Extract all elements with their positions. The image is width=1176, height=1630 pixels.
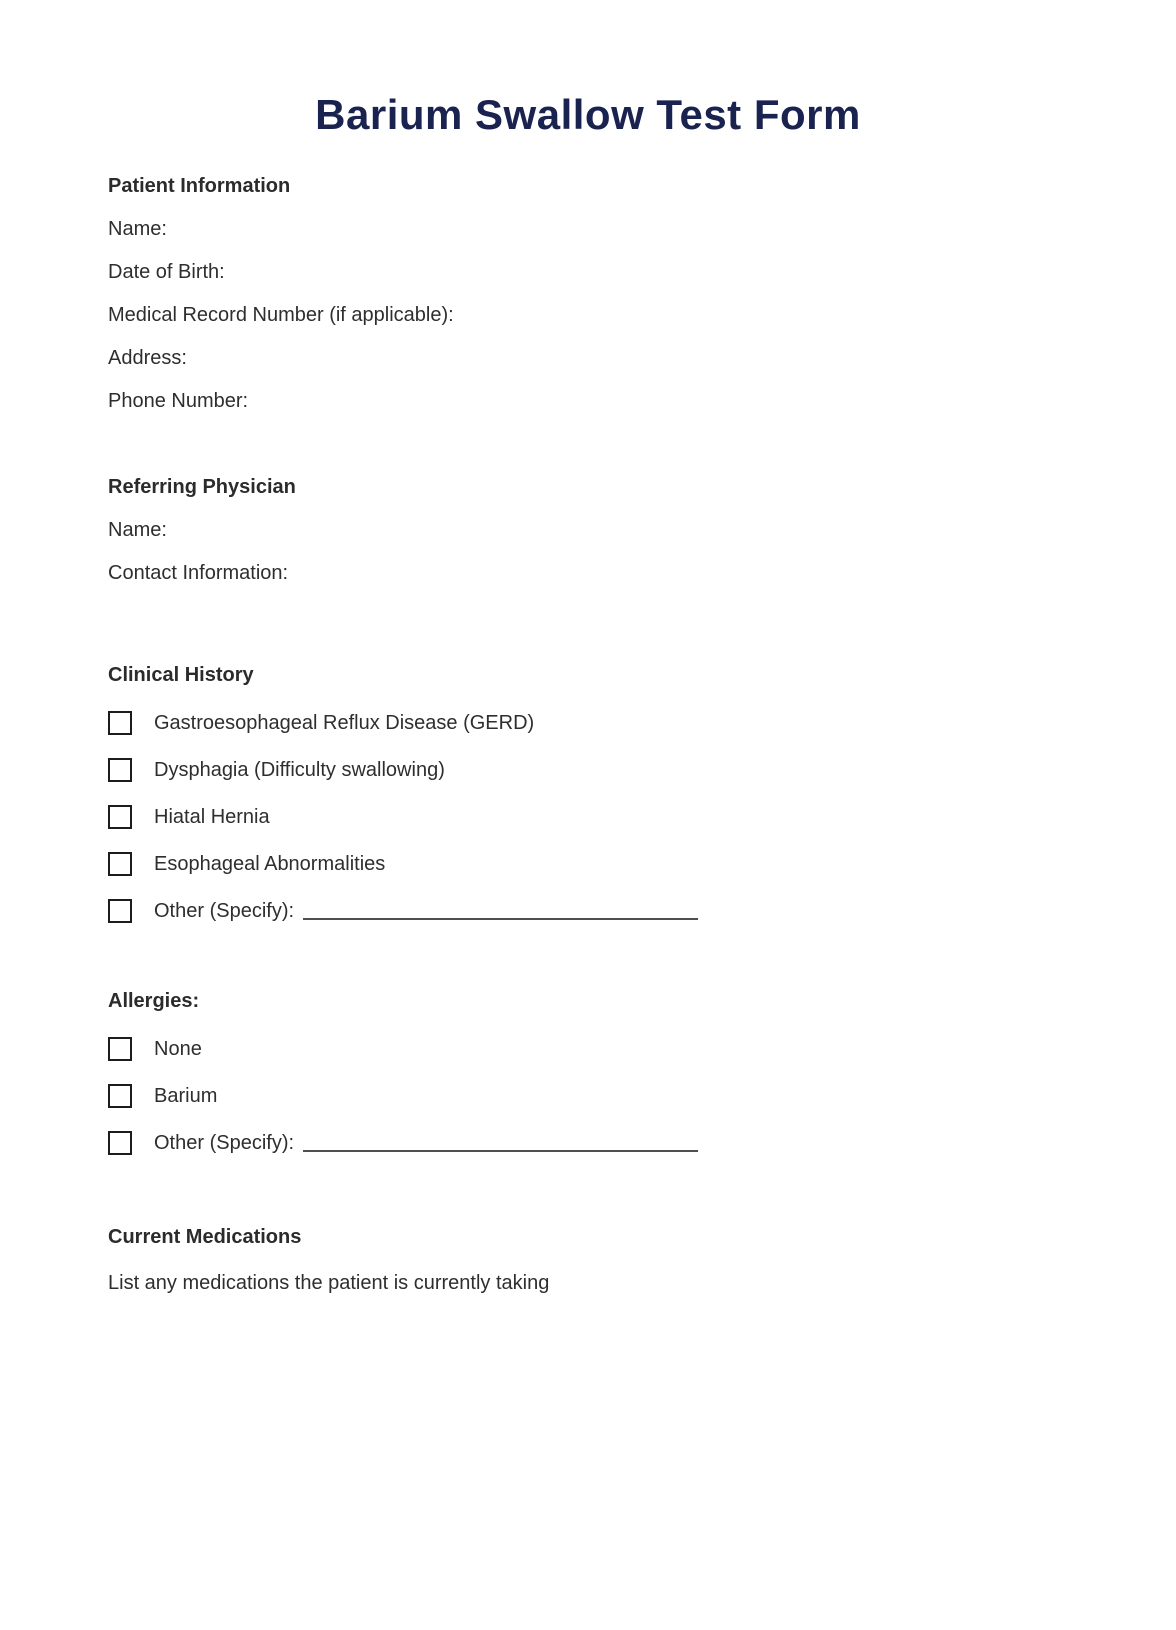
allergy-other-checkbox[interactable] <box>108 1131 132 1155</box>
hiatal-hernia-label: Hiatal Hernia <box>154 806 270 829</box>
medications-instruction: List any medications the patient is currently taking <box>108 1272 550 1295</box>
field-physician-contact: Contact Information: <box>108 562 289 585</box>
allergies-heading: Allergies: <box>108 990 200 1013</box>
hiatal-hernia-checkbox[interactable] <box>108 805 132 829</box>
checkbox-row-barium <box>108 1084 1068 1108</box>
checkbox-row-none <box>108 1037 1068 1061</box>
section-patient-information <box>108 174 1068 413</box>
field-name: Name: <box>108 218 167 241</box>
clinical-history-heading: Clinical History <box>108 664 254 687</box>
gerd-checkbox[interactable] <box>108 711 132 735</box>
section-allergies <box>108 989 1068 1155</box>
allergy-none-label: None <box>154 1038 202 1061</box>
checkbox-row-dysphagia <box>108 758 1068 782</box>
allergy-barium-checkbox[interactable] <box>108 1084 132 1108</box>
allergy-none-checkbox[interactable] <box>108 1037 132 1061</box>
section-clinical-history <box>108 663 1068 923</box>
dysphagia-checkbox[interactable] <box>108 758 132 782</box>
section-current-medications <box>108 1225 1068 1295</box>
form-title: Barium Swallow Test Form <box>315 91 861 138</box>
field-medical-record-number: Medical Record Number (if applicable): <box>108 304 454 327</box>
patient-information-heading: Patient Information <box>108 175 291 198</box>
clinical-other-label: Other (Specify): <box>154 900 295 923</box>
allergy-other-specify-line[interactable] <box>303 1135 698 1152</box>
field-physician-name: Name: <box>108 519 167 542</box>
field-address: Address: <box>108 347 187 370</box>
current-medications-heading: Current Medications <box>108 1226 302 1249</box>
section-referring-physician <box>108 475 1068 585</box>
allergy-barium-label: Barium <box>154 1085 218 1108</box>
checkbox-row-hiatal-hernia <box>108 805 1068 829</box>
checkbox-row-esophageal-abnormalities <box>108 852 1068 876</box>
dysphagia-label: Dysphagia (Difficulty swallowing) <box>154 759 445 782</box>
referring-physician-heading: Referring Physician <box>108 476 296 499</box>
gerd-label: Gastroesophageal Reflux Disease (GERD) <box>154 712 535 735</box>
field-phone-number: Phone Number: <box>108 390 249 413</box>
esophageal-abnormalities-checkbox[interactable] <box>108 852 132 876</box>
esophageal-abnormalities-label: Esophageal Abnormalities <box>154 853 386 876</box>
clinical-other-specify-line[interactable] <box>303 903 698 920</box>
checkbox-row-gerd <box>108 711 1068 735</box>
allergy-other-label: Other (Specify): <box>154 1132 295 1155</box>
checkbox-row-other-allergy <box>108 1131 1068 1155</box>
field-date-of-birth: Date of Birth: <box>108 261 225 284</box>
checkbox-row-other-clinical <box>108 899 1068 923</box>
clinical-other-checkbox[interactable] <box>108 899 132 923</box>
